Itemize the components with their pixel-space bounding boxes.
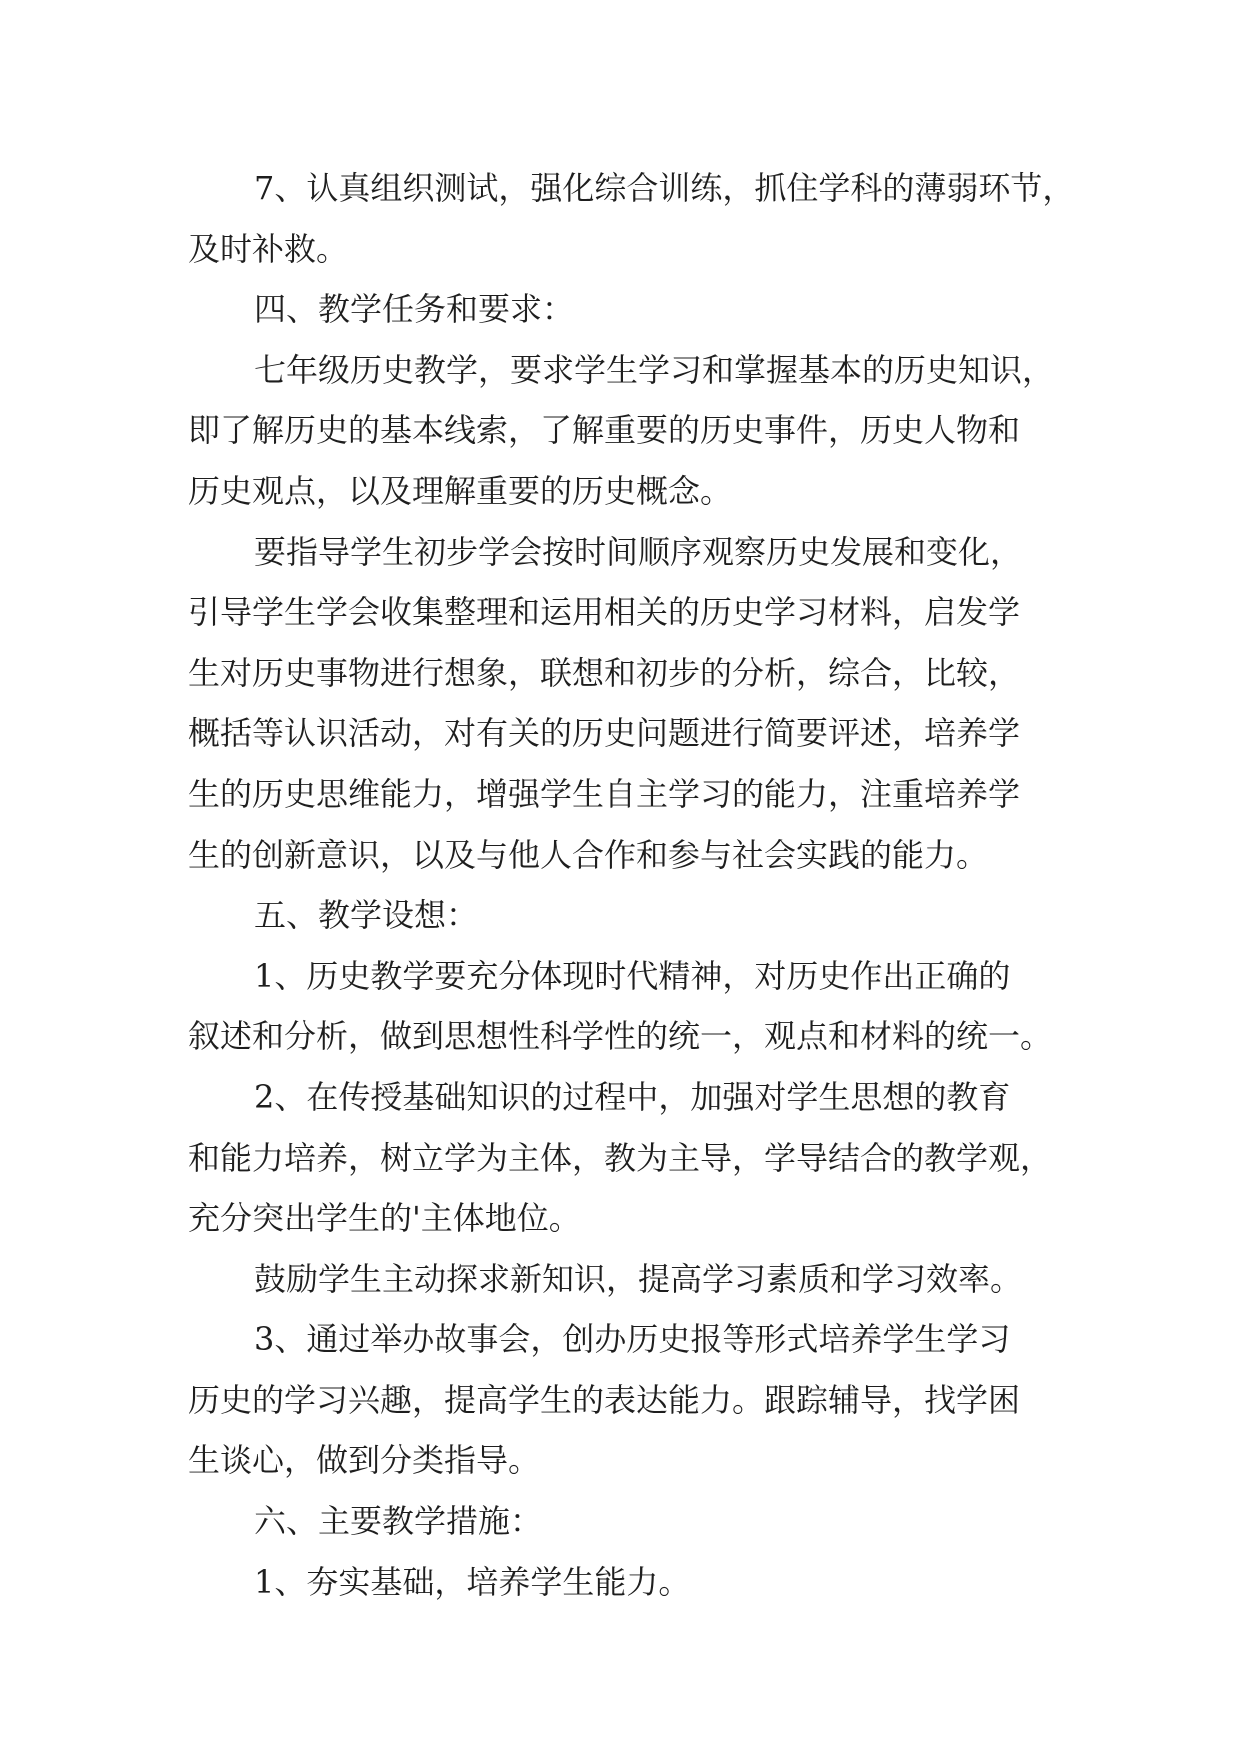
text-line: 生的历史思维能力，增强学生自主学习的能力，注重培养学 — [188, 774, 1021, 813]
text-line: 及时补救。 — [188, 229, 349, 268]
text-line: 五、教学设想： — [254, 896, 479, 935]
text-line: 引导学生学会收集整理和运用相关的历史学习材料，启发学 — [188, 593, 1021, 632]
text-line: 历史观点，以及理解重要的历史概念。 — [188, 471, 733, 510]
paragraph-idea-1 — [188, 946, 1060, 1067]
text-line: 生的创新意识，以及与他人合作和参与社会实践的能力。 — [188, 835, 989, 874]
paragraph-encourage — [188, 1249, 1060, 1310]
paragraph-idea-2 — [188, 1067, 1060, 1249]
section-heading-measures — [188, 1491, 1060, 1552]
text-line: 1、夯实基础，培养学生能力。 — [254, 1562, 691, 1601]
text-line: 鼓励学生主动探求新知识，提高学习素质和学习效率。 — [254, 1259, 1023, 1298]
text-line: 和能力培养，树立学为主体，教为主导，学导结合的教学观， — [188, 1138, 1053, 1177]
text-line: 生谈心，做到分类指导。 — [188, 1441, 541, 1480]
text-line: 六、主要教学措施： — [254, 1502, 543, 1541]
text-line: 历史的学习兴趣，提高学生的表达能力。跟踪辅导，找学困 — [188, 1380, 1021, 1419]
text-line: 1、历史教学要充分体现时代精神，对历史作出正确的 — [254, 956, 1011, 995]
paragraph-idea-3 — [188, 1309, 1060, 1491]
section-heading-tasks — [188, 279, 1060, 340]
paragraph-guidance — [188, 522, 1060, 886]
body-text — [188, 158, 1075, 1612]
text-line: 四、教学任务和要求： — [254, 290, 575, 329]
paragraph-grade7-teaching — [188, 340, 1060, 522]
text-line: 3、通过举办故事会，创办历史报等形式培养学生学习 — [254, 1320, 1011, 1359]
text-line: 七年级历史教学，要求学生学习和掌握基本的历史知识， — [254, 350, 1055, 389]
paragraph-measure-7 — [188, 158, 1075, 279]
text-line: 2、在传授基础知识的过程中，加强对学生思想的教育 — [254, 1077, 1011, 1116]
text-line: 即了解历史的基本线索，了解重要的历史事件，历史人物和 — [188, 411, 1021, 450]
text-line: 概括等认识活动，对有关的历史问题进行简要评述，培养学 — [188, 714, 1021, 753]
text-line: 生对历史事物进行想象，联想和初步的分析，综合，比较， — [188, 653, 1021, 692]
text-line: 要指导学生初步学会按时间顺序观察历史发展和变化， — [254, 532, 1023, 571]
section-heading-ideas — [188, 885, 1060, 946]
paragraph-measure-1 — [188, 1552, 1060, 1613]
text-line: 叙述和分析，做到思想性科学性的统一，观点和材料的统一。 — [188, 1017, 1053, 1056]
text-line: 充分突出学生的'主体地位。 — [188, 1199, 581, 1238]
text-line: 7、认真组织测试，强化综合训练，抓住学科的薄弱环节， — [254, 169, 1075, 207]
